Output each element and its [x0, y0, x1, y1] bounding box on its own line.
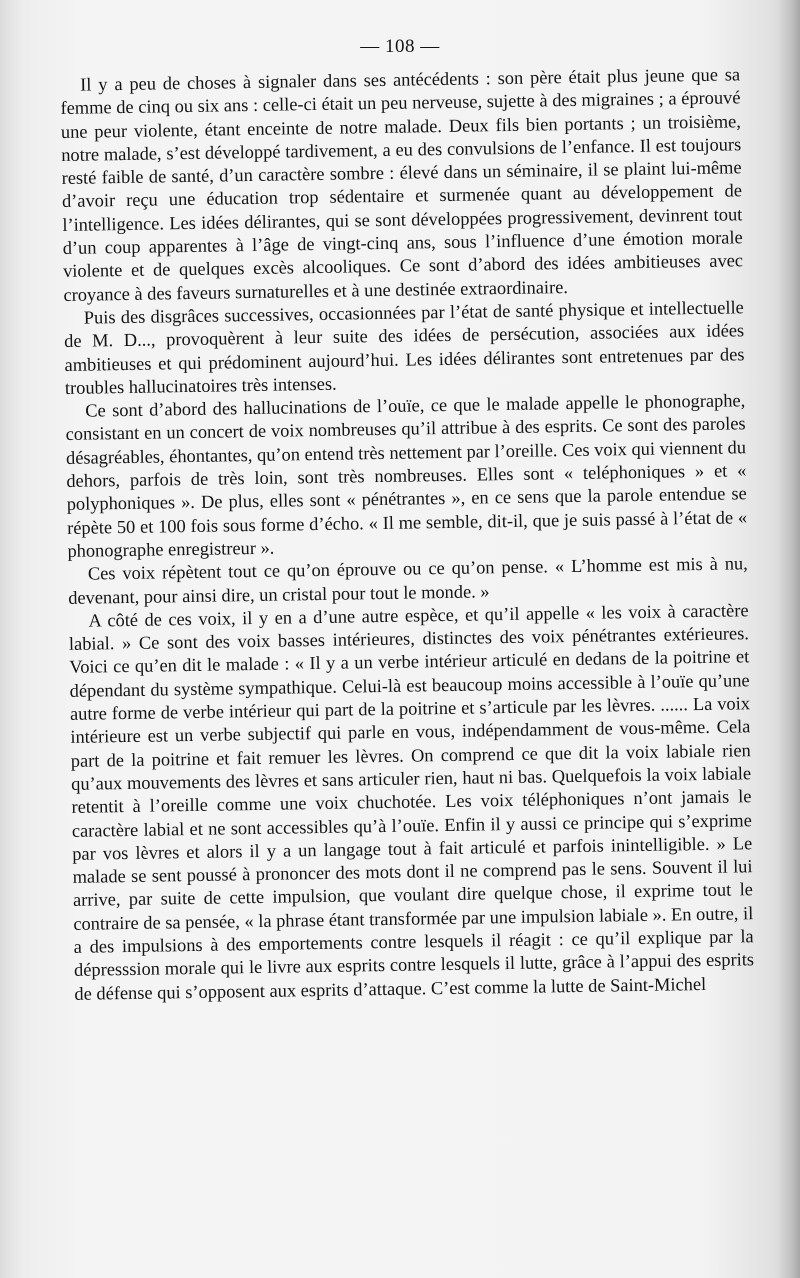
paragraph-4: Ces voix répètent tout ce qu’on éprouve ou ce qu’on pense. « L’homme est mis à nu, devenant, pour ainsi dire, un cristal pour tout le monde. » [68, 553, 748, 608]
paragraph-2: Puis des disgrâces successives, occasionnées par l’état de santé physique et intellectuelle de M. D..., provoquèrent à leur suite des idées de persécution, associées aux idées ambitieuses et qui prédominent aujourd’hui. Les idées délirantes sont entretenues par des troubles hallucinatoires très intenses. [64, 297, 745, 398]
paragraph-5: A côté de ces voix, il y en a d’une autre espèce, et qu’il appelle « les voix à caractère labial. » Ce sont des voix basses intérieures, distinctes des voix pénétrantes extérieures. Voici ce qu’en dit le malade : « Il y a un verbe intérieur articulé en dedans de la poitrine et dépendant du système sympathique. Celui-là est beaucoup moins accessible à l’ouïe qu’une autre forme de verbe intérieur qui part de la poitrine et s’articule par les lèvres. ...... La voix intérieure est un verbe subjectif qui parle en vous, indépendamment de vous-même. Cela part de la poitrine et fait remuer les lèvres. On comprend ce que dit la voix labiale rien qu’aux mouvements des lèvres et sans articuler rien, haut ni bas. Quelquefois la voix labiale retentit à l’oreille comme une voix chuchotée. Les voix téléphoniques n’ont jamais le caractère labial et ne sont accessibles qu’à l’ouïe. Enfin il y aussi ce principe qui s’exprime par vos lèvres et alors il y a un langage tout à fait articulé et parfois inintelligible. » Le malade se sent poussé à prononcer des mots dont il ne comprend pas le sens. Souvent il lui arrive, par suite de cette impulsion, que voulant dire quelque chose, il exprime tout le contraire de sa pensée, « la phrase étant transformée par une impulsion labiale ». En outre, il a des impulsions à des emportements contre lesquels il réagit : ce qu’il explique par la dépresssion morale qui le livre aux esprits contre lesquels il lutte, grâce à l’appui des esprits de défense qui s’opposent aux esprits d’attaque. C’est comme la lutte de Saint-Michel [68, 600, 755, 1004]
page-edge-shadow [778, 0, 800, 1278]
paragraph-1: Il y a peu de choses à signaler dans ses antécédents : son père était plus jeune que sa femme de cinq ou six ans : celle-ci était un peu nerveuse, sujette à des migraines ; a éprouvé une peur violente, étant enceinte de notre malade. Deux fils bien portants ; un troisième, notre malade, s’est développé tardivement, a eu des convulsions de l’enfance. Il est toujours resté faible de santé, d’un caractère sombre : élevé dans un séminaire, il se plaint lui-même d’avoir reçu une éducation trop sédentaire et surmenée quant au développement de l’intelligence. Les idées délirantes, qui se sont développées progressivement, devinrent tout d’un coup apparentes à l’âge de vingt-cinq ans, sous l’influence d’une émotion morale violente et de quelques excès alcooliques. Ce sont d’abord des idées ambitieuses avec croyance à des faveurs surnaturelles et à une destinée extraordinaire. [60, 64, 744, 305]
body-text [60, 63, 755, 1005]
page-number: — 108 — [360, 36, 440, 57]
paragraph-3: Ce sont d’abord des hallucinations de l’ouïe, ce que le malade appelle le phonographe, consistant en un concert de voix nombreuses qu’il attribue à des esprits. Ce sont des paroles désagréables, éhontantes, qu’on entend très nettement par l’oreille. Ces voix qui viennent du dehors, parfois de très loin, sont très nombreuses. Elles sont « teléphoniques » et « polyphoniques ». De plus, elles sont « pénétrantes », en ce sens que la parole entendue se répète 50 et 100 fois sous forme d’écho. « Il me semble, dit-il, que je suis passé à l’état de « phonographe enregistreur ». [65, 390, 748, 561]
